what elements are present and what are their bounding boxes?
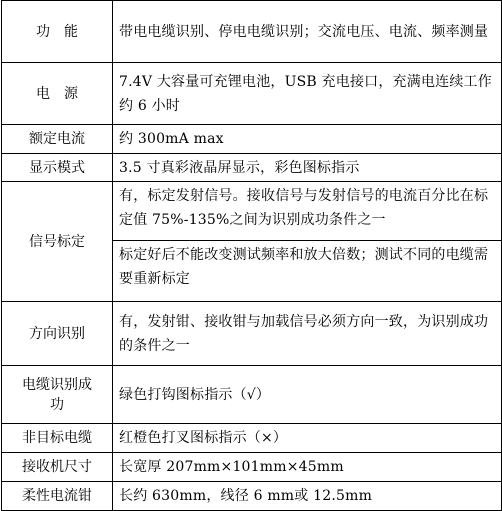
table-row (2, 366, 502, 424)
row-value-receiver-size: 长宽厚 207mm×101mm×45mm (113, 453, 502, 482)
row-label-receiver-size: 接收机尺寸 (2, 453, 113, 482)
row-value-calibration (113, 182, 502, 302)
table-row (2, 125, 502, 154)
table-row (2, 182, 502, 302)
row-label-non-target: 非目标电缆 (2, 424, 113, 453)
row-value-direction: 有，发射钳、接收钳与加载信号必须方向一致，为识别成功的条件之一 (113, 302, 502, 366)
table-row (2, 302, 502, 366)
row-label-rated-current: 额定电流 (2, 125, 113, 154)
table-row (2, 63, 502, 125)
row-label-flex-clamp: 柔性电流钳 (2, 482, 113, 511)
row-label-identify-success: 电缆识别成功 (2, 366, 113, 424)
row-label-direction: 方向识别 (2, 302, 113, 366)
row-label-calibration: 信号标定 (2, 182, 113, 302)
table-row (2, 453, 502, 482)
table-row (2, 424, 502, 453)
row-label-function: 功 能 (2, 1, 113, 63)
row-value-rated-current: 约 300mA max (113, 125, 502, 154)
calibration-note-2: 标定好后不能改变测试频率和放大倍数；测试不同的电缆需要重新标定 (113, 240, 501, 301)
calibration-note-1: 有，标定发射信号。接收信号与发射信号的电流百分比在标定值 75%-135%之间为识别成功条件之一 (119, 188, 489, 228)
table-row (2, 1, 502, 63)
row-value-display-mode: 3.5 寸真彩液晶屏显示，彩色图标指示 (113, 154, 502, 182)
row-value-power: 7.4V 大容量可充锂电池，USB 充电接口，充满电连续工作约 6 小时 (113, 63, 502, 125)
spec-table (1, 0, 502, 511)
row-label-power: 电 源 (2, 63, 113, 125)
row-value-function: 带电电缆识别、停电电缆识别；交流电压、电流、频率测量 (113, 1, 502, 63)
row-label-display-mode: 显示模式 (2, 154, 113, 182)
table-row (2, 154, 502, 182)
table-row (2, 482, 502, 511)
row-value-identify-success: 绿色打钩图标指示（√） (113, 366, 502, 424)
row-value-flex-clamp: 长约 630mm，线径 6 mm或 12.5mm (113, 482, 502, 511)
row-value-non-target: 红橙色打叉图标指示（×） (113, 424, 502, 453)
